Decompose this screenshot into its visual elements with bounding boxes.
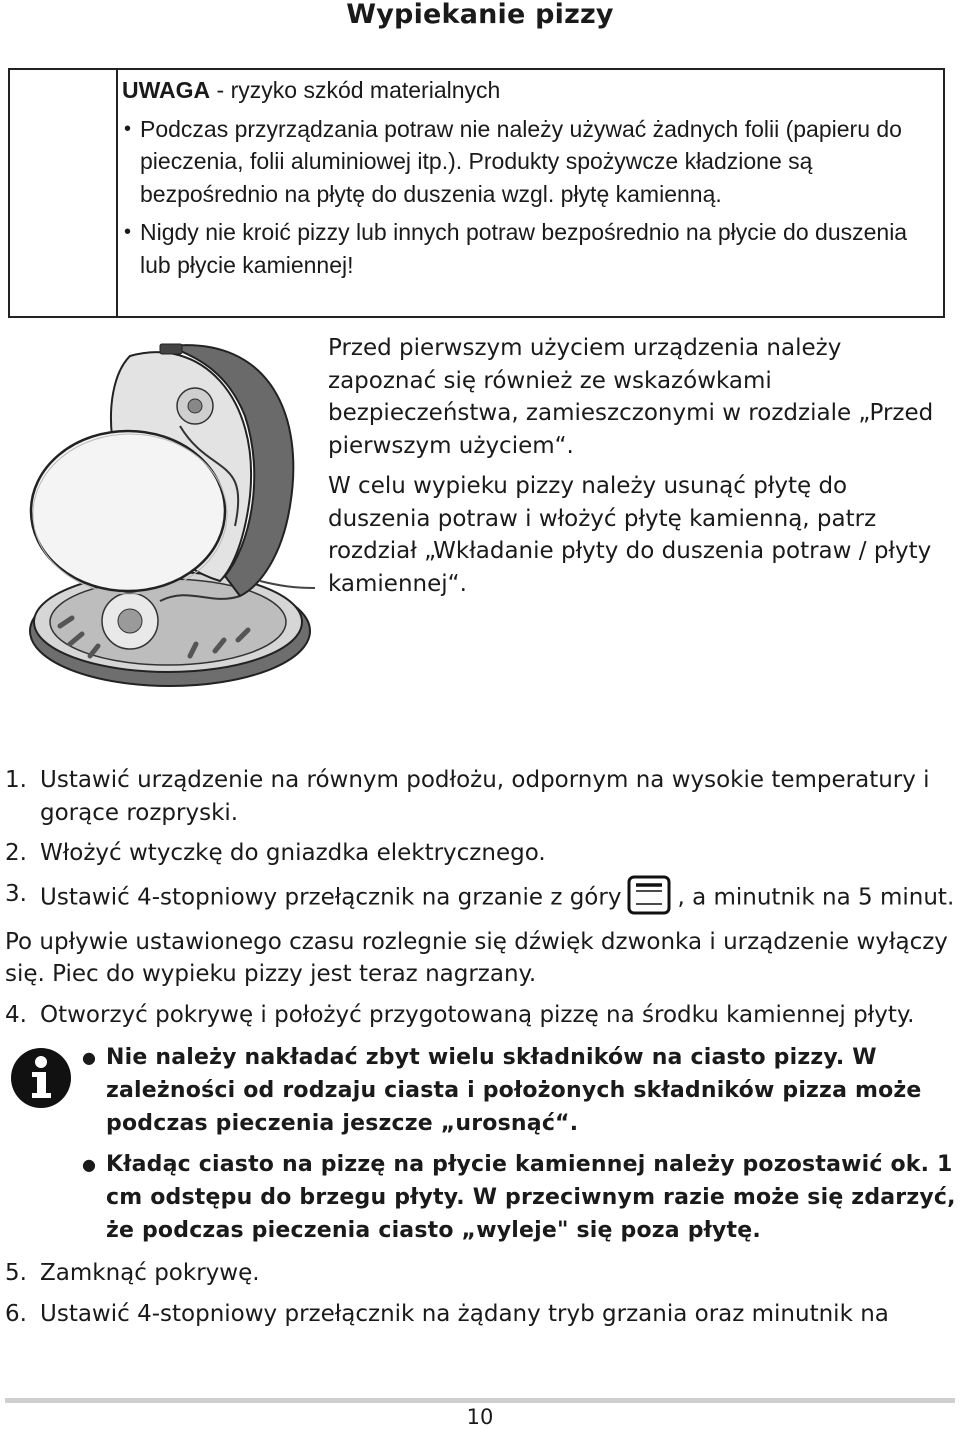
warning-heading: [122, 74, 929, 107]
intro-text: [328, 332, 953, 608]
warning-box-divider: [116, 70, 118, 316]
step-text: Otworzyć pokrywę i położyć przygotowaną pizzę na środku kamiennej płyty.: [40, 1001, 915, 1028]
info-block: [0, 1041, 960, 1247]
info-item: ● Nie należy nakładać zbyt wielu składników na ciasto pizzy. W zależności od rodzaju ciasta i położonych składników pizza może podczas pieczenia jeszcze „urosnąć“.: [80, 1041, 960, 1140]
step-5: [0, 1257, 960, 1290]
step-text: Ustawić 4-stopniowy przełącznik na żądany tryb grzania oraz minutnik na: [40, 1300, 889, 1327]
info-item: ● Kładąc ciasto na pizzę na płycie kamiennej należy pozostawić ok. 1 cm odstępu do brzegu płyty. W przeciwnym razie może się zdarzyć, że podczas pieczenia ciasto „wyleje" się poza płytę.: [80, 1148, 960, 1247]
warning-list: [122, 113, 929, 282]
step-6: [0, 1298, 960, 1331]
step-number: 3.: [5, 880, 27, 907]
step-number: 1.: [5, 767, 27, 793]
step-2: [0, 837, 960, 870]
warning-label-suffix: - ryzyko szkód materialnych: [210, 77, 501, 103]
step-1: [0, 764, 960, 829]
intro-paragraph: W celu wypieku pizzy należy usunąć płytę do duszenia potraw i włożyć płytę kamienną, patrz rozdział „Wkładanie płyty do duszenia potraw / płyty kamiennej“.: [328, 473, 932, 597]
step-number: 6.: [5, 1300, 27, 1327]
warning-box: [8, 68, 945, 318]
step-number: 2.: [5, 840, 27, 866]
step-3: [0, 878, 960, 918]
warning-item: • Nigdy nie kroić pizzy lub innych potraw bezpośrednio na płycie do duszenia lub płycie kamiennej!: [122, 216, 929, 281]
warning-item: • Podczas przyrządzania potraw nie należy używać żadnych folii (papieru do pieczenia, folii aluminiowej itp.). Produkty spożywcze kładzione są bezpośrednio na płytę do duszenia wzgl. płytę kamienną.: [122, 113, 929, 211]
step-text: Zamknąć pokrywę.: [40, 1260, 260, 1286]
warning-content: [122, 74, 929, 287]
footer-rule: [5, 1398, 955, 1403]
page-number: 10: [466, 1405, 494, 1429]
step-4: [0, 999, 960, 1032]
step-text-after: , a minutnik na 5 minut.: [677, 884, 955, 910]
steps-list: [0, 764, 960, 1338]
step-text-before: Ustawić 4-stopniowy przełącznik na grzanie z góry: [40, 884, 622, 910]
step-number: 4.: [5, 1001, 27, 1028]
page-title: Wypiekanie pizzy: [346, 0, 614, 30]
step-note: Po upływie ustawionego czasu rozlegnie się dźwięk dzwonka i urządzenie wyłączy się. Piec do wypieku pizzy jest teraz nagrzany.: [5, 928, 948, 987]
info-list: [80, 1041, 960, 1247]
warning-label: UWAGA: [122, 77, 211, 103]
pizza-oven-illustration: [20, 326, 320, 696]
step-number: 5.: [5, 1260, 27, 1286]
step-text: Włożyć wtyczkę do gniazdka elektrycznego.: [40, 840, 546, 866]
top-heat-icon: [627, 875, 671, 915]
info-icon: [10, 1047, 72, 1109]
step-text: Ustawić urządzenie na równym podłożu, odpornym na wysokie temperatury i gorące rozpryski.: [40, 767, 930, 826]
intro-paragraph: Przed pierwszym użyciem urządzenia należy zapoznać się również ze wskazówkami bezpieczeństwa, zamieszczonymi w rozdziale „Przed pierwszym użyciem“.: [328, 335, 934, 459]
